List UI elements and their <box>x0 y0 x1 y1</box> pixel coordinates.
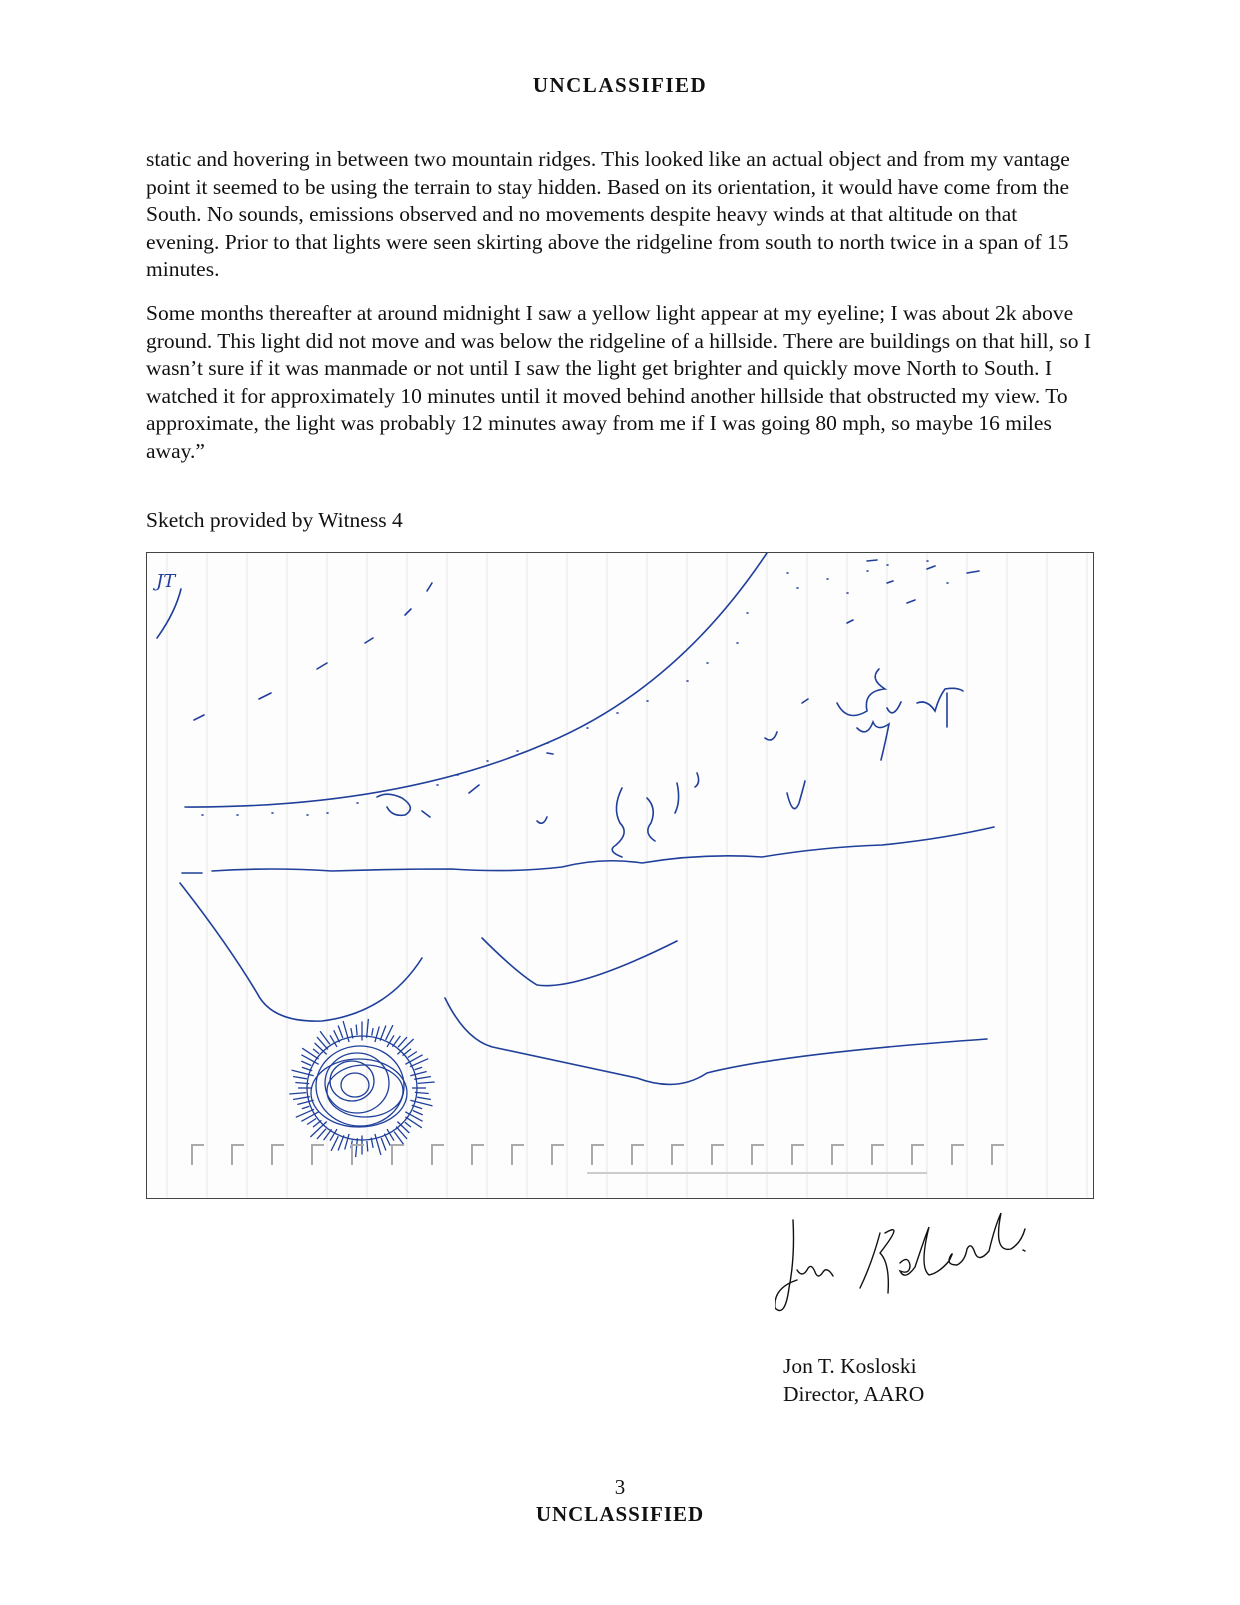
witness-sketch <box>146 552 1094 1199</box>
paragraph-text: Some months thereafter at around midnight I saw a yellow light appear at my eyeline; I was about 2k above ground. This light did not move and was below the ridgeline of a hillside. There are buildings on that hill, so I wasn’t sure if it was manmade or not until I saw the light get brighter and quickly move North to South. I watched it for approximately 10 minutes until it moved behind another hillside that obstructed my view. To approximate, the light was probably 12 minutes away from me if I was going 80 mph, so maybe 16 miles away.” <box>146 301 1092 463</box>
signature-block <box>783 1352 924 1408</box>
sketch-caption: Sketch provided by Witness 4 <box>146 508 403 532</box>
signer-title: Director, AARO <box>783 1382 925 1406</box>
witness-statement-paragraph-2 <box>146 300 1096 465</box>
director-signature <box>775 1208 1065 1331</box>
handwritten-signature <box>775 1208 1065 1326</box>
light-spike <box>356 1025 357 1035</box>
signer-name: Jon T. Kosloski <box>783 1354 917 1378</box>
hand-drawn-sketch-image <box>147 553 1092 1197</box>
page-number: 3 <box>614 1475 626 1499</box>
paragraph-text: static and hovering in between two mountain ridges. This looked like an actual object and from my vantage point it seemed to be using the terrain to stay hidden. Based on its orientation, it would have come from the South. No sounds, emissions observed and no movements despite heavy winds at that altitude on that evening. Prior to that lights were seen skirting above the ridgeline from south to north twice in a span of 15 minutes. <box>146 147 1070 281</box>
witness-statement-paragraph-1 <box>146 146 1096 284</box>
classification-footer: UNCLASSIFIED <box>535 1502 705 1526</box>
witness-initials: JT <box>156 571 176 592</box>
classification-header: UNCLASSIFIED <box>532 73 708 97</box>
light-spike <box>367 1141 368 1151</box>
